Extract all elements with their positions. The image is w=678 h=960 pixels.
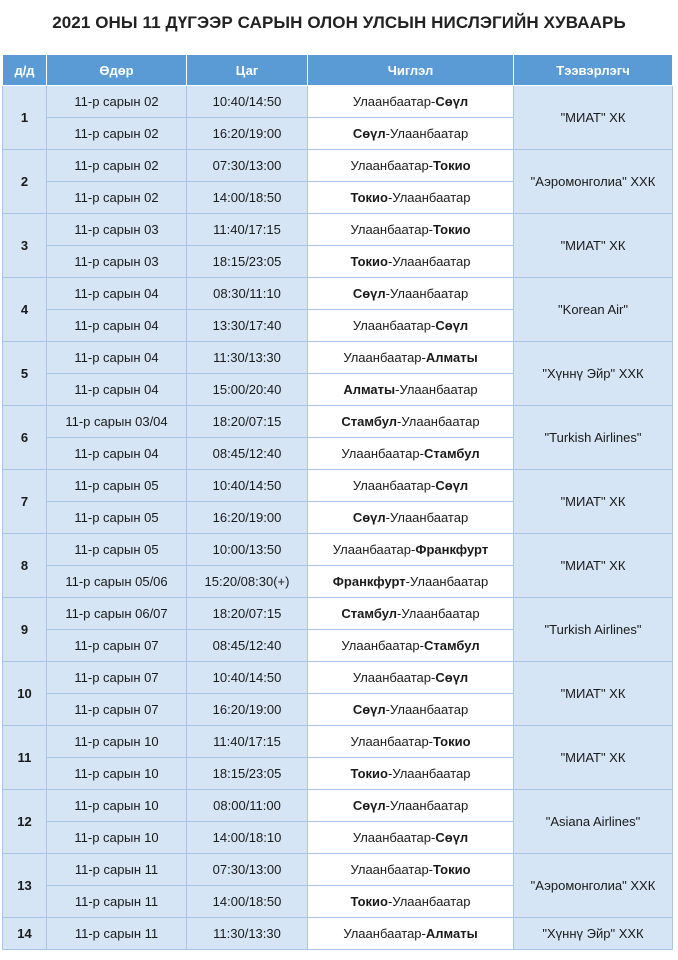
route-destination: Сөүл — [352, 510, 386, 525]
flight-date: 11-р сарын 04 — [47, 438, 187, 470]
route-destination: Сөүл — [435, 478, 469, 493]
flight-date: 11-р сарын 11 — [47, 886, 187, 918]
route-part: Улаанбаатар- — [352, 478, 436, 493]
flight-time: 08:45/12:40 — [187, 630, 308, 662]
flight-date: 11-р сарын 04 — [47, 278, 187, 310]
flight-date: 11-р сарын 07 — [47, 662, 187, 694]
route-part: Улаанбаатар- — [352, 830, 436, 845]
carrier: "Хүннү Эйр" ХХК — [514, 918, 673, 950]
row-number: 9 — [3, 598, 47, 662]
route-part: Улаанбаатар- — [350, 158, 434, 173]
route-destination: Сөүл — [435, 670, 469, 685]
route-part: Улаанбаатар- — [350, 862, 434, 877]
flight-route — [308, 726, 514, 758]
flight-route — [308, 86, 514, 118]
flight-time: 08:30/11:10 — [187, 278, 308, 310]
flight-time: 08:45/12:40 — [187, 438, 308, 470]
flight-route — [308, 758, 514, 790]
route-part: Улаанбаатар- — [352, 318, 436, 333]
table-row — [3, 598, 673, 630]
flight-date: 11-р сарын 05 — [47, 534, 187, 566]
table-row — [3, 406, 673, 438]
route-part: Улаанбаатар- — [352, 94, 436, 109]
table-row — [3, 150, 673, 182]
route-part: Улаанбаатар- — [341, 446, 424, 461]
table-row — [3, 726, 673, 758]
flight-time: 16:20/19:00 — [187, 502, 308, 534]
row-number: 6 — [3, 406, 47, 470]
row-number: 13 — [3, 854, 47, 918]
flight-route — [308, 630, 514, 662]
flight-date: 11-р сарын 07 — [47, 694, 187, 726]
flight-date: 11-р сарын 02 — [47, 150, 187, 182]
flight-route — [308, 790, 514, 822]
flight-time: 15:20/08:30(+) — [187, 566, 308, 598]
flight-date: 11-р сарын 10 — [47, 726, 187, 758]
route-destination: Сөүл — [352, 126, 386, 141]
route-part: -Улаанбаатар — [385, 798, 469, 813]
flight-route — [308, 886, 514, 918]
flight-time: 11:40/17:15 — [187, 214, 308, 246]
flight-time: 14:00/18:10 — [187, 822, 308, 854]
header-num: д/д — [3, 55, 47, 86]
header-row — [3, 55, 673, 86]
carrier: "Turkish Airlines" — [514, 598, 673, 662]
flight-route — [308, 310, 514, 342]
flight-route — [308, 406, 514, 438]
route-destination: Алматы — [343, 382, 396, 397]
row-number: 8 — [3, 534, 47, 598]
route-destination: Сөүл — [435, 830, 469, 845]
flight-route — [308, 374, 514, 406]
route-destination: Токио — [350, 894, 388, 909]
table-row — [3, 662, 673, 694]
route-part: Улаанбаатар- — [350, 734, 434, 749]
route-destination: Токио — [350, 254, 388, 269]
header-date: Өдөр — [47, 55, 187, 86]
flight-date: 11-р сарын 03 — [47, 214, 187, 246]
route-part: -Улаанбаатар — [405, 574, 489, 589]
flight-time: 16:20/19:00 — [187, 118, 308, 150]
flight-route — [308, 342, 514, 374]
route-destination: Токио — [433, 862, 471, 877]
row-number: 10 — [3, 662, 47, 726]
flight-route — [308, 278, 514, 310]
table-row — [3, 918, 673, 950]
carrier: "МИАТ" ХК — [514, 534, 673, 598]
row-number: 2 — [3, 150, 47, 214]
table-row — [3, 214, 673, 246]
flight-time: 08:00/11:00 — [187, 790, 308, 822]
table-row — [3, 278, 673, 310]
route-part: Улаанбаатар- — [332, 542, 416, 557]
flight-route — [308, 854, 514, 886]
flight-route — [308, 662, 514, 694]
flight-route — [308, 118, 514, 150]
route-destination: Стамбул — [423, 446, 480, 461]
flight-time: 10:40/14:50 — [187, 86, 308, 118]
carrier: "МИАТ" ХК — [514, 662, 673, 726]
flight-time: 11:30/13:30 — [187, 918, 308, 950]
flight-route — [308, 694, 514, 726]
route-destination: Алматы — [425, 350, 478, 365]
route-destination: Стамбул — [341, 606, 398, 621]
route-destination: Франкфурт — [415, 542, 489, 557]
carrier: "МИАТ" ХК — [514, 214, 673, 278]
table-row — [3, 854, 673, 886]
route-destination: Сөүл — [435, 318, 469, 333]
route-part: -Улаанбаатар — [397, 414, 480, 429]
row-number: 14 — [3, 918, 47, 950]
route-part: Улаанбаатар- — [350, 222, 434, 237]
carrier: "МИАТ" ХК — [514, 726, 673, 790]
flight-time: 18:20/07:15 — [187, 406, 308, 438]
route-destination: Токио — [350, 766, 388, 781]
flight-date: 11-р сарын 02 — [47, 86, 187, 118]
flight-time: 14:00/18:50 — [187, 182, 308, 214]
carrier: "Аэромонголиа" ХХК — [514, 854, 673, 918]
route-part: -Улаанбаатар — [385, 702, 469, 717]
route-destination: Сөүл — [352, 286, 386, 301]
carrier: "МИАТ" ХК — [514, 470, 673, 534]
header-route: Чиглэл — [308, 55, 514, 86]
route-part: -Улаанбаатар — [397, 606, 480, 621]
route-destination: Сөүл — [352, 702, 386, 717]
route-part: -Улаанбаатар — [385, 286, 469, 301]
route-part: -Улаанбаатар — [395, 382, 478, 397]
flight-date: 11-р сарын 04 — [47, 374, 187, 406]
flight-date: 11-р сарын 10 — [47, 822, 187, 854]
flight-date: 11-р сарын 11 — [47, 854, 187, 886]
route-part: Улаанбаатар- — [341, 638, 424, 653]
flight-time: 07:30/13:00 — [187, 150, 308, 182]
flight-route — [308, 470, 514, 502]
flight-date: 11-р сарын 07 — [47, 630, 187, 662]
flight-time: 18:20/07:15 — [187, 598, 308, 630]
page-title: 2021 ОНЫ 11 ДҮГЭЭР САРЫН ОЛОН УЛСЫН НИСЛЭГИЙН ХУВААРЬ — [52, 13, 626, 32]
route-part: Улаанбаатар- — [352, 670, 436, 685]
carrier: "Turkish Airlines" — [514, 406, 673, 470]
flight-time: 11:40/17:15 — [187, 726, 308, 758]
flight-date: 11-р сарын 03 — [47, 246, 187, 278]
row-number: 3 — [3, 214, 47, 278]
route-part: -Улаанбаатар — [385, 126, 469, 141]
flight-route — [308, 918, 514, 950]
table-row — [3, 790, 673, 822]
route-destination: Токио — [433, 734, 471, 749]
route-part: -Улаанбаатар — [387, 254, 471, 269]
flight-time: 10:40/14:50 — [187, 470, 308, 502]
row-number: 11 — [3, 726, 47, 790]
flight-route — [308, 150, 514, 182]
flight-time: 14:00/18:50 — [187, 886, 308, 918]
route-part: -Улаанбаатар — [385, 510, 469, 525]
row-number: 4 — [3, 278, 47, 342]
table-row — [3, 470, 673, 502]
flight-time: 10:40/14:50 — [187, 662, 308, 694]
route-destination: Токио — [433, 222, 471, 237]
row-number: 7 — [3, 470, 47, 534]
flight-route — [308, 182, 514, 214]
flight-time: 18:15/23:05 — [187, 758, 308, 790]
route-part: Улаанбаатар- — [343, 350, 426, 365]
flight-date: 11-р сарын 02 — [47, 182, 187, 214]
flight-date: 11-р сарын 06/07 — [47, 598, 187, 630]
carrier: "Korean Air" — [514, 278, 673, 342]
route-destination: Стамбул — [341, 414, 398, 429]
header-time: Цаг — [187, 55, 308, 86]
route-destination: Стамбул — [423, 638, 480, 653]
route-destination: Токио — [350, 190, 388, 205]
flight-time: 18:15/23:05 — [187, 246, 308, 278]
flight-route — [308, 438, 514, 470]
carrier: "Хүннү Эйр" ХХК — [514, 342, 673, 406]
table-row — [3, 534, 673, 566]
flight-date: 11-р сарын 04 — [47, 342, 187, 374]
schedule-table — [2, 54, 673, 950]
route-part: -Улаанбаатар — [387, 766, 471, 781]
row-number: 12 — [3, 790, 47, 854]
flight-date: 11-р сарын 11 — [47, 918, 187, 950]
flight-time: 13:30/17:40 — [187, 310, 308, 342]
table-row — [3, 342, 673, 374]
route-part: -Улаанбаатар — [387, 190, 471, 205]
flight-route — [308, 246, 514, 278]
route-destination: Токио — [433, 158, 471, 173]
flight-route — [308, 822, 514, 854]
carrier: "Asiana Airlines" — [514, 790, 673, 854]
route-part: -Улаанбаатар — [387, 894, 471, 909]
flight-time: 15:00/20:40 — [187, 374, 308, 406]
flight-date: 11-р сарын 10 — [47, 758, 187, 790]
flight-time: 16:20/19:00 — [187, 694, 308, 726]
flight-route — [308, 566, 514, 598]
flight-date: 11-р сарын 05/06 — [47, 566, 187, 598]
route-destination: Алматы — [425, 926, 478, 941]
flight-route — [308, 502, 514, 534]
table-row — [3, 86, 673, 118]
flight-date: 11-р сарын 05 — [47, 470, 187, 502]
flight-time: 07:30/13:00 — [187, 854, 308, 886]
flight-time: 10:00/13:50 — [187, 534, 308, 566]
flight-route — [308, 214, 514, 246]
flight-date: 11-р сарын 02 — [47, 118, 187, 150]
flight-date: 11-р сарын 10 — [47, 790, 187, 822]
flight-route — [308, 534, 514, 566]
carrier: "МИАТ" ХК — [514, 86, 673, 150]
row-number: 5 — [3, 342, 47, 406]
flight-route — [308, 598, 514, 630]
flight-date: 11-р сарын 04 — [47, 310, 187, 342]
route-destination: Франкфурт — [332, 574, 406, 589]
flight-date: 11-р сарын 03/04 — [47, 406, 187, 438]
row-number: 1 — [3, 86, 47, 150]
header-carrier: Тээвэрлэгч — [514, 55, 673, 86]
flight-time: 11:30/13:30 — [187, 342, 308, 374]
route-part: Улаанбаатар- — [343, 926, 426, 941]
flight-date: 11-р сарын 05 — [47, 502, 187, 534]
carrier: "Аэромонголиа" ХХК — [514, 150, 673, 214]
route-destination: Сөүл — [435, 94, 469, 109]
route-destination: Сөүл — [352, 798, 386, 813]
